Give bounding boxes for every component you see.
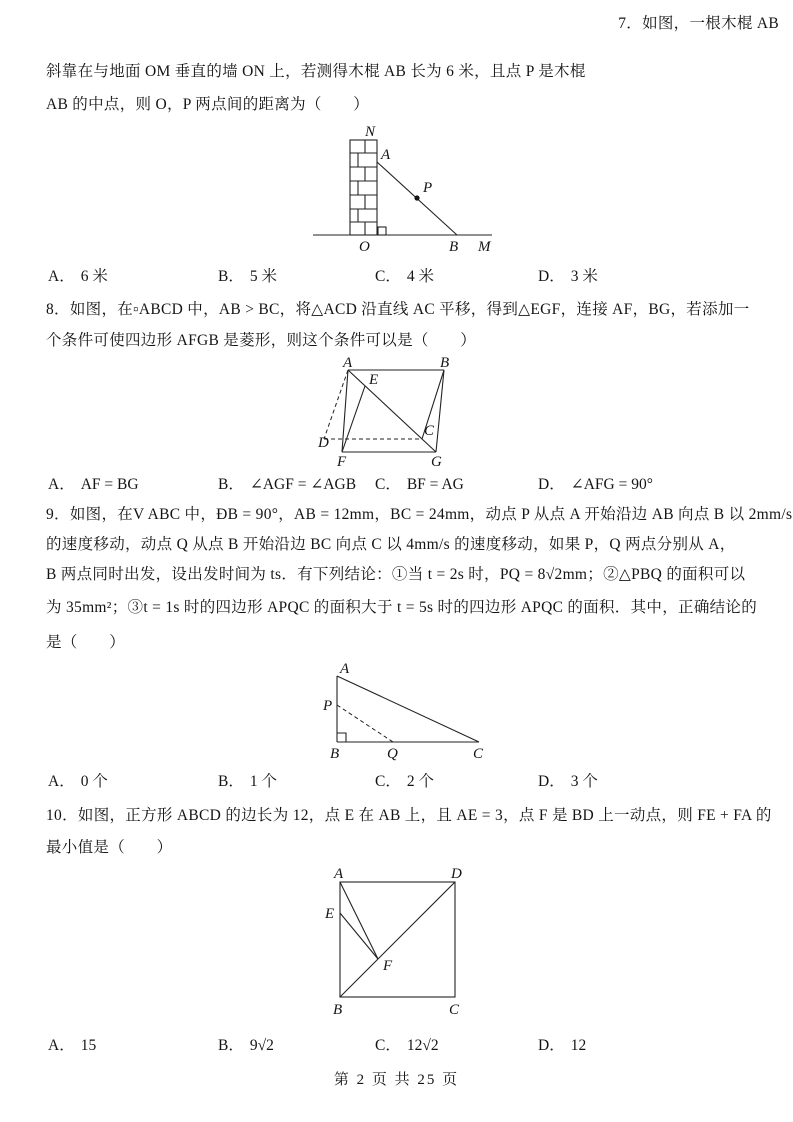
q7-option-a — [48, 264, 108, 286]
q9-option-b — [218, 769, 277, 791]
option-text: 1 个 — [249, 773, 277, 790]
option-text: ∠AFG = 90° — [570, 476, 653, 493]
label-D: D — [318, 435, 329, 451]
label-B: B — [330, 746, 340, 762]
square-and-segments — [340, 882, 455, 997]
option-letter: C． — [375, 268, 401, 285]
label-M: M — [478, 239, 491, 254]
option-text: 15 — [80, 1037, 97, 1054]
q10-figure-svg — [315, 862, 475, 1020]
q8-option-c — [375, 472, 464, 494]
segment-PQ-dashed — [337, 705, 393, 742]
label-P: P — [323, 698, 333, 714]
label-A: A — [343, 356, 353, 371]
wall-and-ground — [313, 140, 492, 235]
label-E: E — [325, 906, 335, 922]
option-text: BF = AG — [406, 476, 464, 493]
q8-option-d — [538, 472, 653, 494]
label-N: N — [365, 124, 376, 140]
q9-option-a — [48, 769, 108, 791]
label-P: P — [423, 180, 433, 196]
q8-option-a — [48, 472, 139, 494]
q7-option-b — [218, 264, 277, 286]
label-B: B — [333, 1002, 343, 1018]
q9-figure-svg — [297, 662, 497, 762]
label-A: A — [381, 147, 391, 163]
q9-text-line1: 9．如图，在V ABC 中，ÐB = 90°，AB = 12mm，BC = 24mm，动点 P 从点 A 开始沿边 AB 向点 B 以 2mm/s — [46, 506, 793, 523]
option-letter: D． — [538, 476, 565, 493]
option-letter: C． — [375, 1037, 401, 1054]
option-text: 5 米 — [249, 268, 277, 285]
page-number-footer: 第 2 页 共 25 页 — [333, 1072, 460, 1088]
q8-option-b — [218, 472, 356, 494]
label-A: A — [340, 662, 350, 677]
label-F: F — [337, 454, 347, 468]
label-B: B — [440, 356, 450, 371]
label-C: C — [449, 1002, 460, 1018]
option-text: 6 米 — [80, 268, 108, 285]
option-text: 0 个 — [80, 773, 108, 790]
option-letter: B． — [218, 476, 244, 493]
option-letter: A． — [48, 1037, 75, 1054]
option-letter: A． — [48, 476, 75, 493]
option-letter: D． — [538, 1037, 565, 1054]
q10-option-d — [538, 1033, 586, 1055]
q10-text-line2: 最小值是（ ） — [46, 839, 173, 856]
q7-option-c — [375, 264, 434, 286]
option-text: 3 个 — [570, 773, 598, 790]
option-letter: A． — [48, 268, 75, 285]
q10-figure — [315, 862, 475, 1020]
label-G: G — [431, 454, 442, 468]
q7-option-d — [538, 264, 598, 286]
option-letter: D． — [538, 773, 565, 790]
option-letter: C． — [375, 773, 401, 790]
label-A: A — [334, 866, 344, 882]
label-F: F — [383, 958, 393, 974]
option-text: 12√2 — [406, 1037, 439, 1054]
q8-options-row — [0, 472, 793, 494]
midpoint-P-dot — [414, 195, 419, 200]
option-letter: A． — [48, 773, 75, 790]
q7-figure-svg — [295, 122, 495, 254]
q8-figure-svg — [318, 356, 478, 468]
q9-option-d — [538, 769, 598, 791]
option-text: 2 个 — [406, 773, 434, 790]
q8-figure — [318, 356, 478, 468]
option-text: AF = BG — [80, 476, 139, 493]
q7-figure — [295, 122, 495, 254]
label-Q: Q — [387, 746, 398, 762]
option-text: 3 米 — [570, 268, 598, 285]
parallelogram-solid-edges — [342, 370, 444, 452]
option-letter: B． — [218, 773, 244, 790]
q7-text-line1: 斜靠在与地面 OM 垂直的墙 ON 上，若测得木棍 AB 长为 6 米，且点 P 是木棍 — [46, 63, 586, 80]
label-E: E — [369, 372, 379, 388]
q9-text-line4: 为 35mm²；③t = 1s 时的四边形 APQC 的面积大于 t = 5s 时的四边形 APQC 的面积．其中，正确结论的 — [46, 599, 758, 616]
q7-stem-carryover: 7．如图，一根木棍 AB — [618, 15, 779, 32]
option-letter: C． — [375, 476, 401, 493]
triangle-edges — [337, 676, 479, 742]
option-text: 12 — [570, 1037, 587, 1054]
q9-options-row — [0, 769, 793, 791]
q10-option-a — [48, 1033, 96, 1055]
q10-text-line1: 10．如图，正方形 ABCD 的边长为 12，点 E 在 AB 上，且 AE = 3，点 F 是 BD 上一动点，则 FE + FA 的 — [46, 807, 772, 824]
label-O: O — [359, 239, 370, 254]
label-D: D — [451, 866, 462, 882]
option-text: 4 米 — [406, 268, 434, 285]
right-angle-mark — [337, 733, 346, 742]
q9-text-line5: 是（ ） — [46, 634, 126, 651]
q7-options-row — [0, 264, 793, 286]
q10-option-b — [218, 1033, 274, 1055]
q9-text-line3: B 两点同时出发，设出发时间为 ts．有下列结论：①当 t = 2s 时，PQ = 8√2mm；②△PBQ 的面积可以 — [46, 566, 746, 583]
option-letter: B． — [218, 1037, 244, 1054]
q7-text-line2: AB 的中点，则 O，P 两点间的距离为（ ） — [46, 96, 370, 113]
q9-option-c — [375, 769, 434, 791]
q10-options-row — [0, 1033, 793, 1055]
label-C: C — [424, 423, 435, 439]
q8-text-line1: 8．如图，在▫ABCD 中，AB > BC，将△ACD 沿直线 AC 平移，得到△EGF，连接 AF，BG，若添加一 — [46, 301, 750, 318]
q8-text-line2: 个条件可使四边形 AFGB 是菱形，则这个条件可以是（ ） — [46, 332, 477, 349]
q9-text-line2: 的速度移动，动点 Q 从点 B 开始沿边 BC 向点 C 以 4mm/s 的速度移动，如果 P，Q 两点分别从 A， — [46, 536, 736, 553]
right-angle-mark — [378, 227, 386, 235]
q10-option-c — [375, 1033, 439, 1055]
label-C: C — [473, 746, 484, 762]
label-B: B — [449, 239, 459, 254]
option-letter: D． — [538, 268, 565, 285]
option-text: ∠AGF = ∠AGB — [249, 476, 357, 493]
option-letter: B． — [218, 268, 244, 285]
q9-figure — [297, 662, 497, 762]
option-text: 9√2 — [249, 1037, 274, 1054]
